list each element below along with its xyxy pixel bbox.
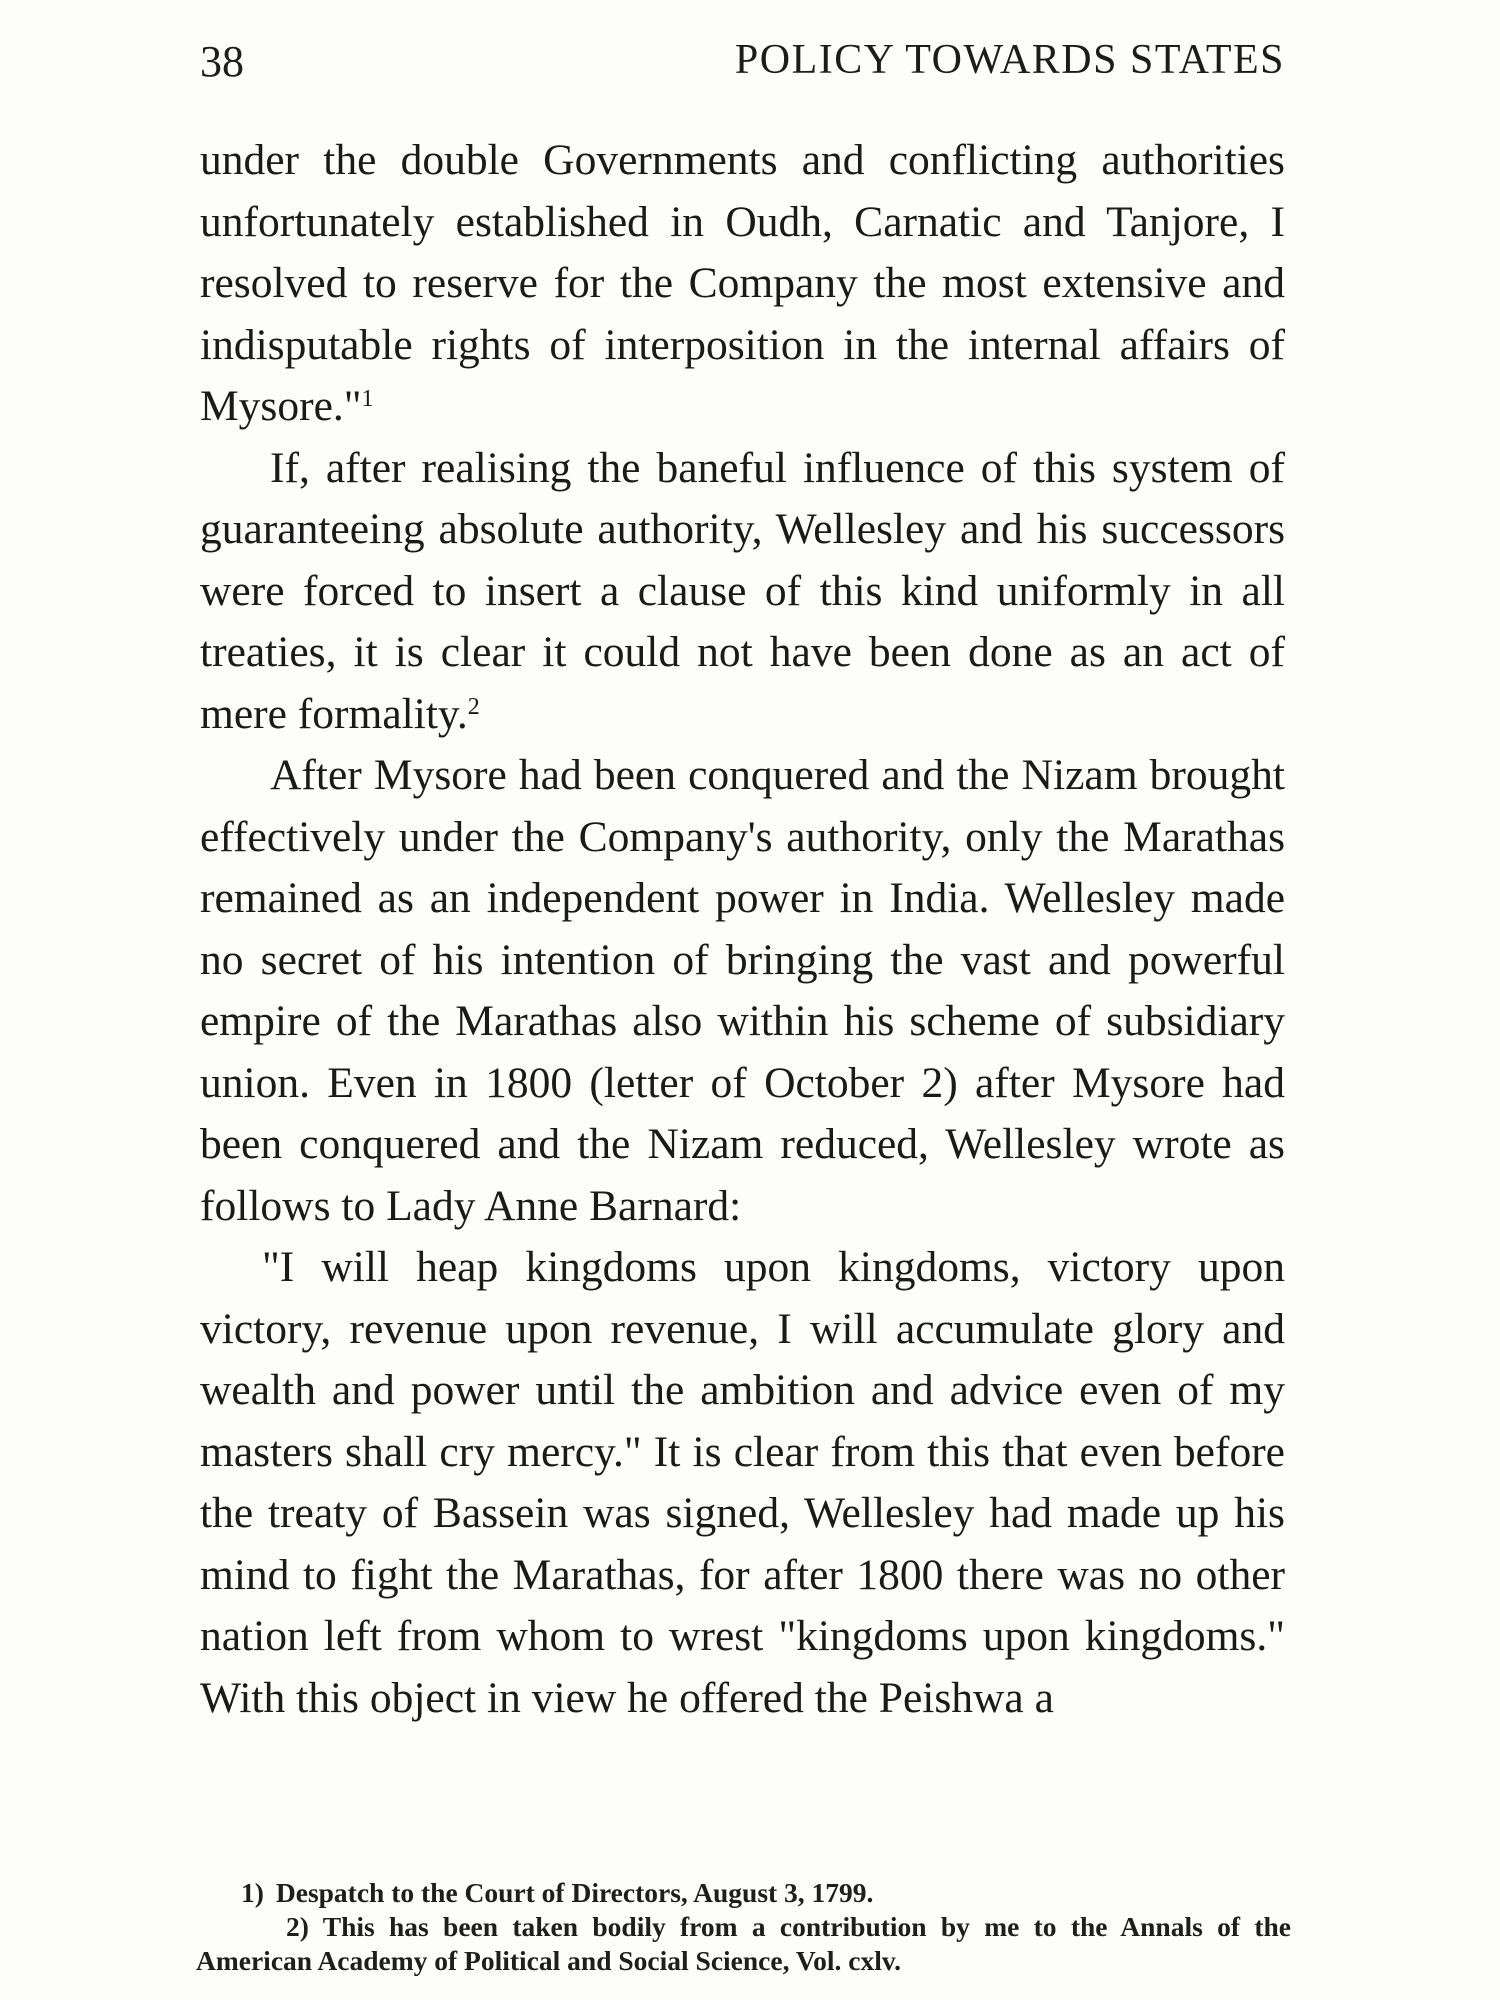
page-header — [200, 30, 1285, 100]
running-head: POLICY TOWARDS STATES — [734, 37, 1285, 83]
footnote-text: This has been taken bodily from a contribution by me to the Annals of the American Academy of Political and Social Science, Vol. cxlv. — [196, 1911, 1291, 1976]
body-text — [200, 130, 1285, 1729]
footnote-text: Despatch to the Court of Directors, August 3, 1799. — [275, 1877, 874, 1908]
paragraph-text: "I will heap kingdoms upon kingdoms, victory upon victory, revenue upon revenue, I will accumulate glory and wealth and power until the ambition and advice even of my masters shall cry mercy." It is clear from this that even before the treaty of Bassein was signed, Wellesley had made up his mind to fight the Marathas, for after 1800 there was no other nation left from whom to wrest "kingdoms upon kingdoms." With this object in view he offered the Peishwa a — [200, 1243, 1285, 1722]
paragraph-wellesley-quote — [200, 1237, 1285, 1729]
paragraph-text: After Mysore had been conquered and the Nizam brought effectively under the Company's authority, only the Marathas remained as an independent power in India. Wellesley made no secret of his intention of bringing the vast and powerful empire of the Marathas also within his scheme of subsidiary union. Even in 1800 (letter of October 2) after Mysore had been conquered and the Nizam reduced, Wellesley wrote as follows to Lady Anne Barnard: — [200, 751, 1285, 1230]
page-number: 38 — [200, 37, 244, 86]
paragraph-continued-quote — [200, 130, 1285, 438]
footnote-mark: 2) — [286, 1911, 309, 1942]
paragraph-text: If, after realising the baneful influence of this system of guaranteeing absolute authority, Wellesley and his successors were forced to insert a clause of this kind uniformly in all treaties, it is clear it could not have been done as an act of mere formality. — [200, 443, 1285, 738]
footnote-mark: 1) — [241, 1877, 264, 1908]
footnotes — [196, 1876, 1291, 1978]
footnote-ref: 2 — [467, 693, 480, 720]
footnote-1 — [196, 1876, 1291, 1910]
footnote-ref: 1 — [361, 386, 374, 412]
paragraph-marathas — [200, 745, 1285, 1237]
paragraph-guarantee-clause — [200, 438, 1285, 746]
paragraph-text: under the double Governments and conflicting authorities unfortunately established in Oudh, Carnatic and Tanjore, I resolved to reserve for the Company the most extensive and indisputable rights of interposition in the internal affairs of Mysore." — [200, 136, 1285, 430]
footnote-2 — [196, 1910, 1291, 1978]
